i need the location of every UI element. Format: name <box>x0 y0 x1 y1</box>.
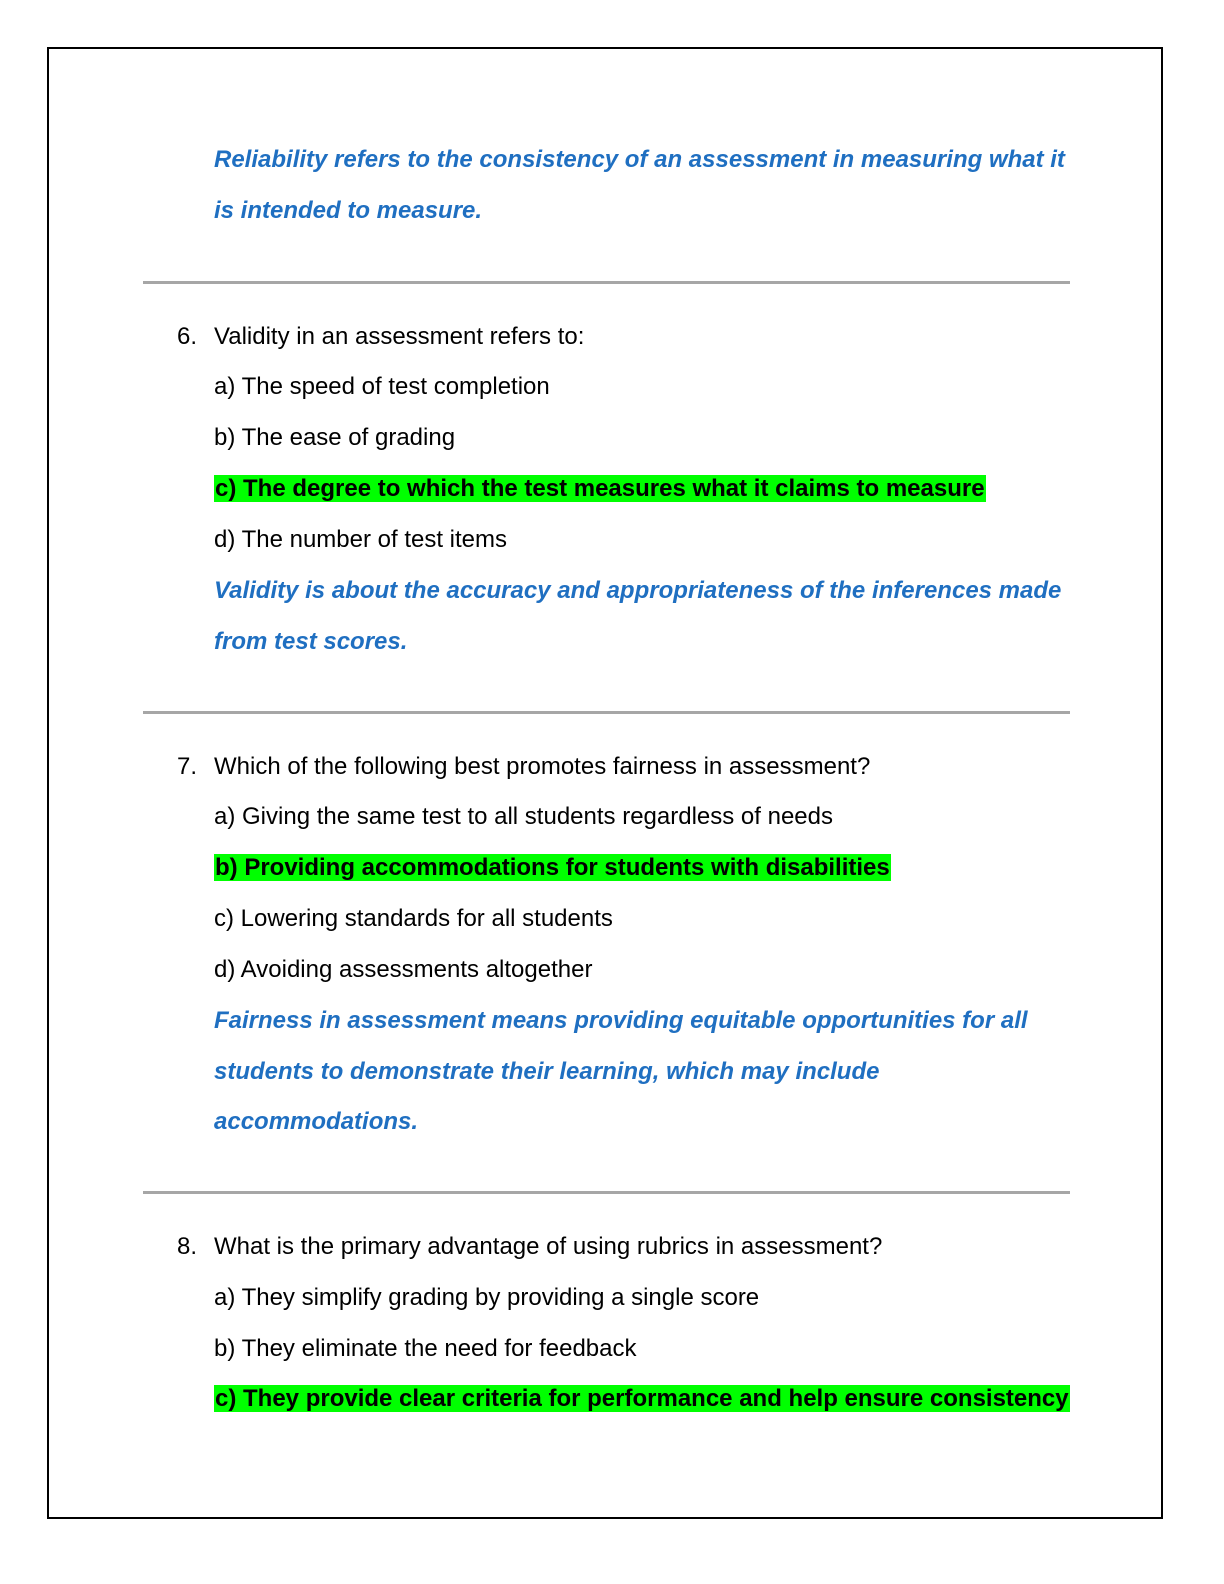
q6-number: 6. <box>177 323 198 350</box>
q6-option-d: d) The number of test items <box>214 526 508 553</box>
question-separator <box>143 281 1070 284</box>
q7-option-a: a) Giving the same test to all students regardless of needs <box>214 803 833 830</box>
correct-answer-highlight: c) The degree to which the test measures what it claims to measure <box>215 475 985 502</box>
q8-number: 8. <box>177 1233 198 1260</box>
q8-option-c-correct <box>214 1384 1070 1414</box>
q6-option-b: b) The ease of grading <box>214 424 456 451</box>
q8-question: What is the primary advantage of using rubrics in assessment? <box>214 1233 883 1260</box>
correct-answer-highlight: c) They provide clear criteria for performance and help ensure consistency <box>215 1385 1069 1412</box>
q7-option-c: c) Lowering standards for all students <box>214 905 613 932</box>
q7-explanation-line-1: Fairness in assessment means providing equitable opportunities for all <box>214 1007 1028 1034</box>
q6-option-a: a) The speed of test completion <box>214 373 550 400</box>
q7-explanation-line-3: accommodations. <box>214 1108 419 1135</box>
q6-option-c-correct <box>214 474 986 504</box>
q7-option-d: d) Avoiding assessments altogether <box>214 956 593 983</box>
q7-number: 7. <box>177 753 198 780</box>
q6-explanation-line-1: Validity is about the accuracy and appropriateness of the inferences made <box>214 577 1062 604</box>
q6-explanation-line-2: from test scores. <box>214 628 408 655</box>
correct-answer-highlight: b) Providing accommodations for students with disabilities <box>215 854 890 881</box>
q5-explanation-line-2: is intended to measure. <box>214 197 483 224</box>
q7-explanation-line-2: students to demonstrate their learning, which may include <box>214 1058 880 1085</box>
q7-option-b-correct <box>214 853 891 883</box>
q7-question: Which of the following best promotes fairness in assessment? <box>214 753 871 780</box>
q8-option-a: a) They simplify grading by providing a single score <box>214 1284 760 1311</box>
q5-explanation-line-1: Reliability refers to the consistency of an assessment in measuring what it <box>214 146 1065 173</box>
q6-question: Validity in an assessment refers to: <box>214 323 585 350</box>
question-separator <box>143 1191 1070 1194</box>
question-separator <box>143 711 1070 714</box>
q8-option-b: b) They eliminate the need for feedback <box>214 1335 637 1362</box>
